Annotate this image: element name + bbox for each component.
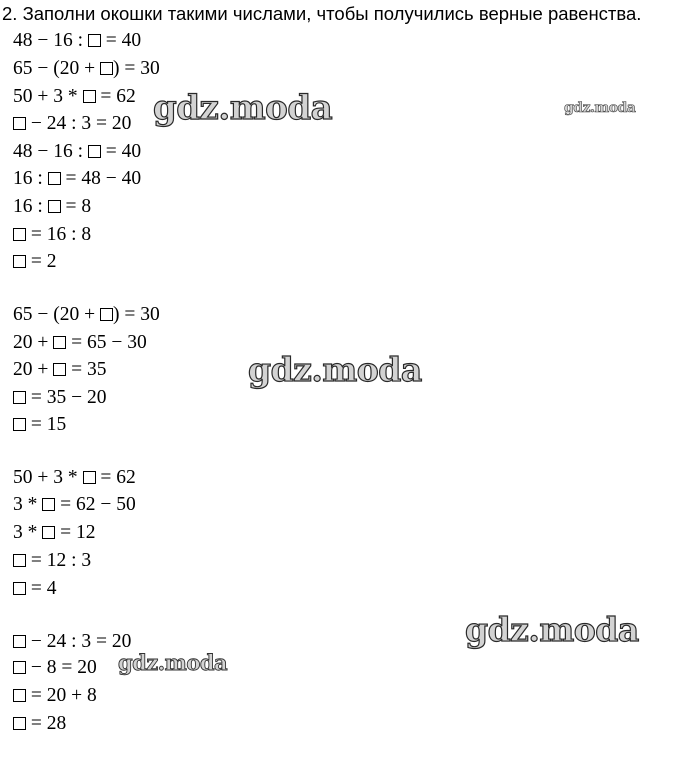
empty-box-symbol [13, 689, 26, 702]
equation-right-part: = 35 [66, 359, 107, 380]
equation-line [13, 58, 160, 80]
equation-left-part: 3 * [13, 522, 43, 543]
equation-right-part: − 8 = 20 [26, 657, 97, 678]
empty-box-symbol [88, 145, 101, 158]
equation-left-part: 20 + [13, 332, 54, 353]
equation-right-part: = 16 : 8 [26, 224, 92, 245]
equation-right-part: − 24 : 3 = 20 [26, 113, 132, 134]
equation-line [13, 141, 141, 163]
equation-left-part: 16 : [13, 168, 48, 189]
equation-right-part: ) = 30 [113, 304, 160, 325]
empty-box-symbol [13, 117, 26, 130]
equation-left-part: 65 − (20 + [13, 304, 100, 325]
equation-left-part: 48 − 16 : [13, 141, 88, 162]
equation-right-part: = 48 − 40 [60, 168, 142, 189]
equation-left-part: 48 − 16 : [13, 30, 88, 51]
watermark: gdz.moda [118, 650, 228, 675]
equation-left-part: 65 − (20 + [13, 58, 100, 79]
watermark: gdz.moda [465, 610, 639, 649]
empty-box-symbol [88, 34, 101, 47]
watermark: gdz.moda [153, 88, 333, 128]
equation-line [13, 414, 66, 436]
equation-right-part: = 62 [95, 86, 136, 107]
equation-left-part: 50 + 3 * [13, 467, 83, 488]
empty-box-symbol [100, 308, 113, 321]
empty-box-symbol [42, 498, 55, 511]
equation-right-part: = 4 [26, 578, 57, 599]
empty-box-symbol [83, 471, 96, 484]
equation-line [13, 332, 147, 354]
equation-right-part: = 40 [100, 30, 142, 51]
empty-box-symbol [13, 582, 26, 595]
equation-line [13, 631, 131, 653]
equation-line [13, 251, 57, 273]
equation-line [13, 387, 107, 409]
equation-right-part: = 65 − 30 [66, 332, 147, 353]
empty-box-symbol [13, 391, 26, 404]
equation-line [13, 550, 91, 572]
equation-line [13, 30, 141, 52]
empty-box-symbol [42, 526, 55, 539]
empty-box-symbol [53, 336, 66, 349]
equation-left-part: 3 * [13, 494, 43, 515]
empty-box-symbol [83, 90, 96, 103]
equation-left-part: 50 + 3 * [13, 86, 83, 107]
equation-line [13, 224, 91, 246]
empty-box-symbol [13, 255, 26, 268]
equation-line [13, 494, 136, 516]
empty-box-symbol [13, 635, 26, 648]
equation-line [13, 196, 91, 218]
empty-box-symbol [13, 228, 26, 241]
equation-right-part: = 20 + 8 [26, 685, 97, 706]
equation-line [13, 685, 97, 707]
equation-right-part: = 8 [60, 196, 92, 217]
equation-right-part: = 40 [100, 141, 142, 162]
empty-box-symbol [13, 661, 26, 674]
equation-left-part: 16 : [13, 196, 48, 217]
equation-line [13, 113, 131, 135]
equation-line [13, 86, 136, 108]
empty-box-symbol [48, 172, 61, 185]
equation-right-part: = 28 [26, 713, 67, 734]
equation-line [13, 522, 96, 544]
equation-right-part: = 12 [55, 522, 96, 543]
equation-right-part: = 12 : 3 [26, 550, 92, 571]
equation-left-part: 20 + [13, 359, 54, 380]
equation-right-part: = 2 [26, 251, 57, 272]
empty-box-symbol [13, 418, 26, 431]
empty-box-symbol [100, 62, 113, 75]
empty-box-symbol [48, 200, 61, 213]
equation-right-part: = 62 − 50 [55, 494, 136, 515]
equation-line [13, 168, 141, 190]
equation-line [13, 467, 136, 489]
watermark: gdz.moda [564, 100, 636, 116]
equation-line [13, 713, 66, 735]
task-title: 2. Заполни окошки такими числами, чтобы получились верные равенства. [2, 3, 642, 24]
equation-line [13, 657, 97, 679]
empty-box-symbol [13, 717, 26, 730]
empty-box-symbol [13, 554, 26, 567]
empty-box-symbol [53, 363, 66, 376]
watermark: gdz.moda [248, 350, 422, 389]
equation-line [13, 304, 160, 326]
equation-right-part: ) = 30 [113, 58, 160, 79]
equation-right-part: = 35 − 20 [26, 387, 107, 408]
equation-right-part: = 15 [26, 414, 67, 435]
equation-right-part: = 62 [95, 467, 136, 488]
equation-line [13, 359, 107, 381]
equation-right-part: − 24 : 3 = 20 [26, 631, 132, 652]
equation-line [13, 578, 57, 600]
